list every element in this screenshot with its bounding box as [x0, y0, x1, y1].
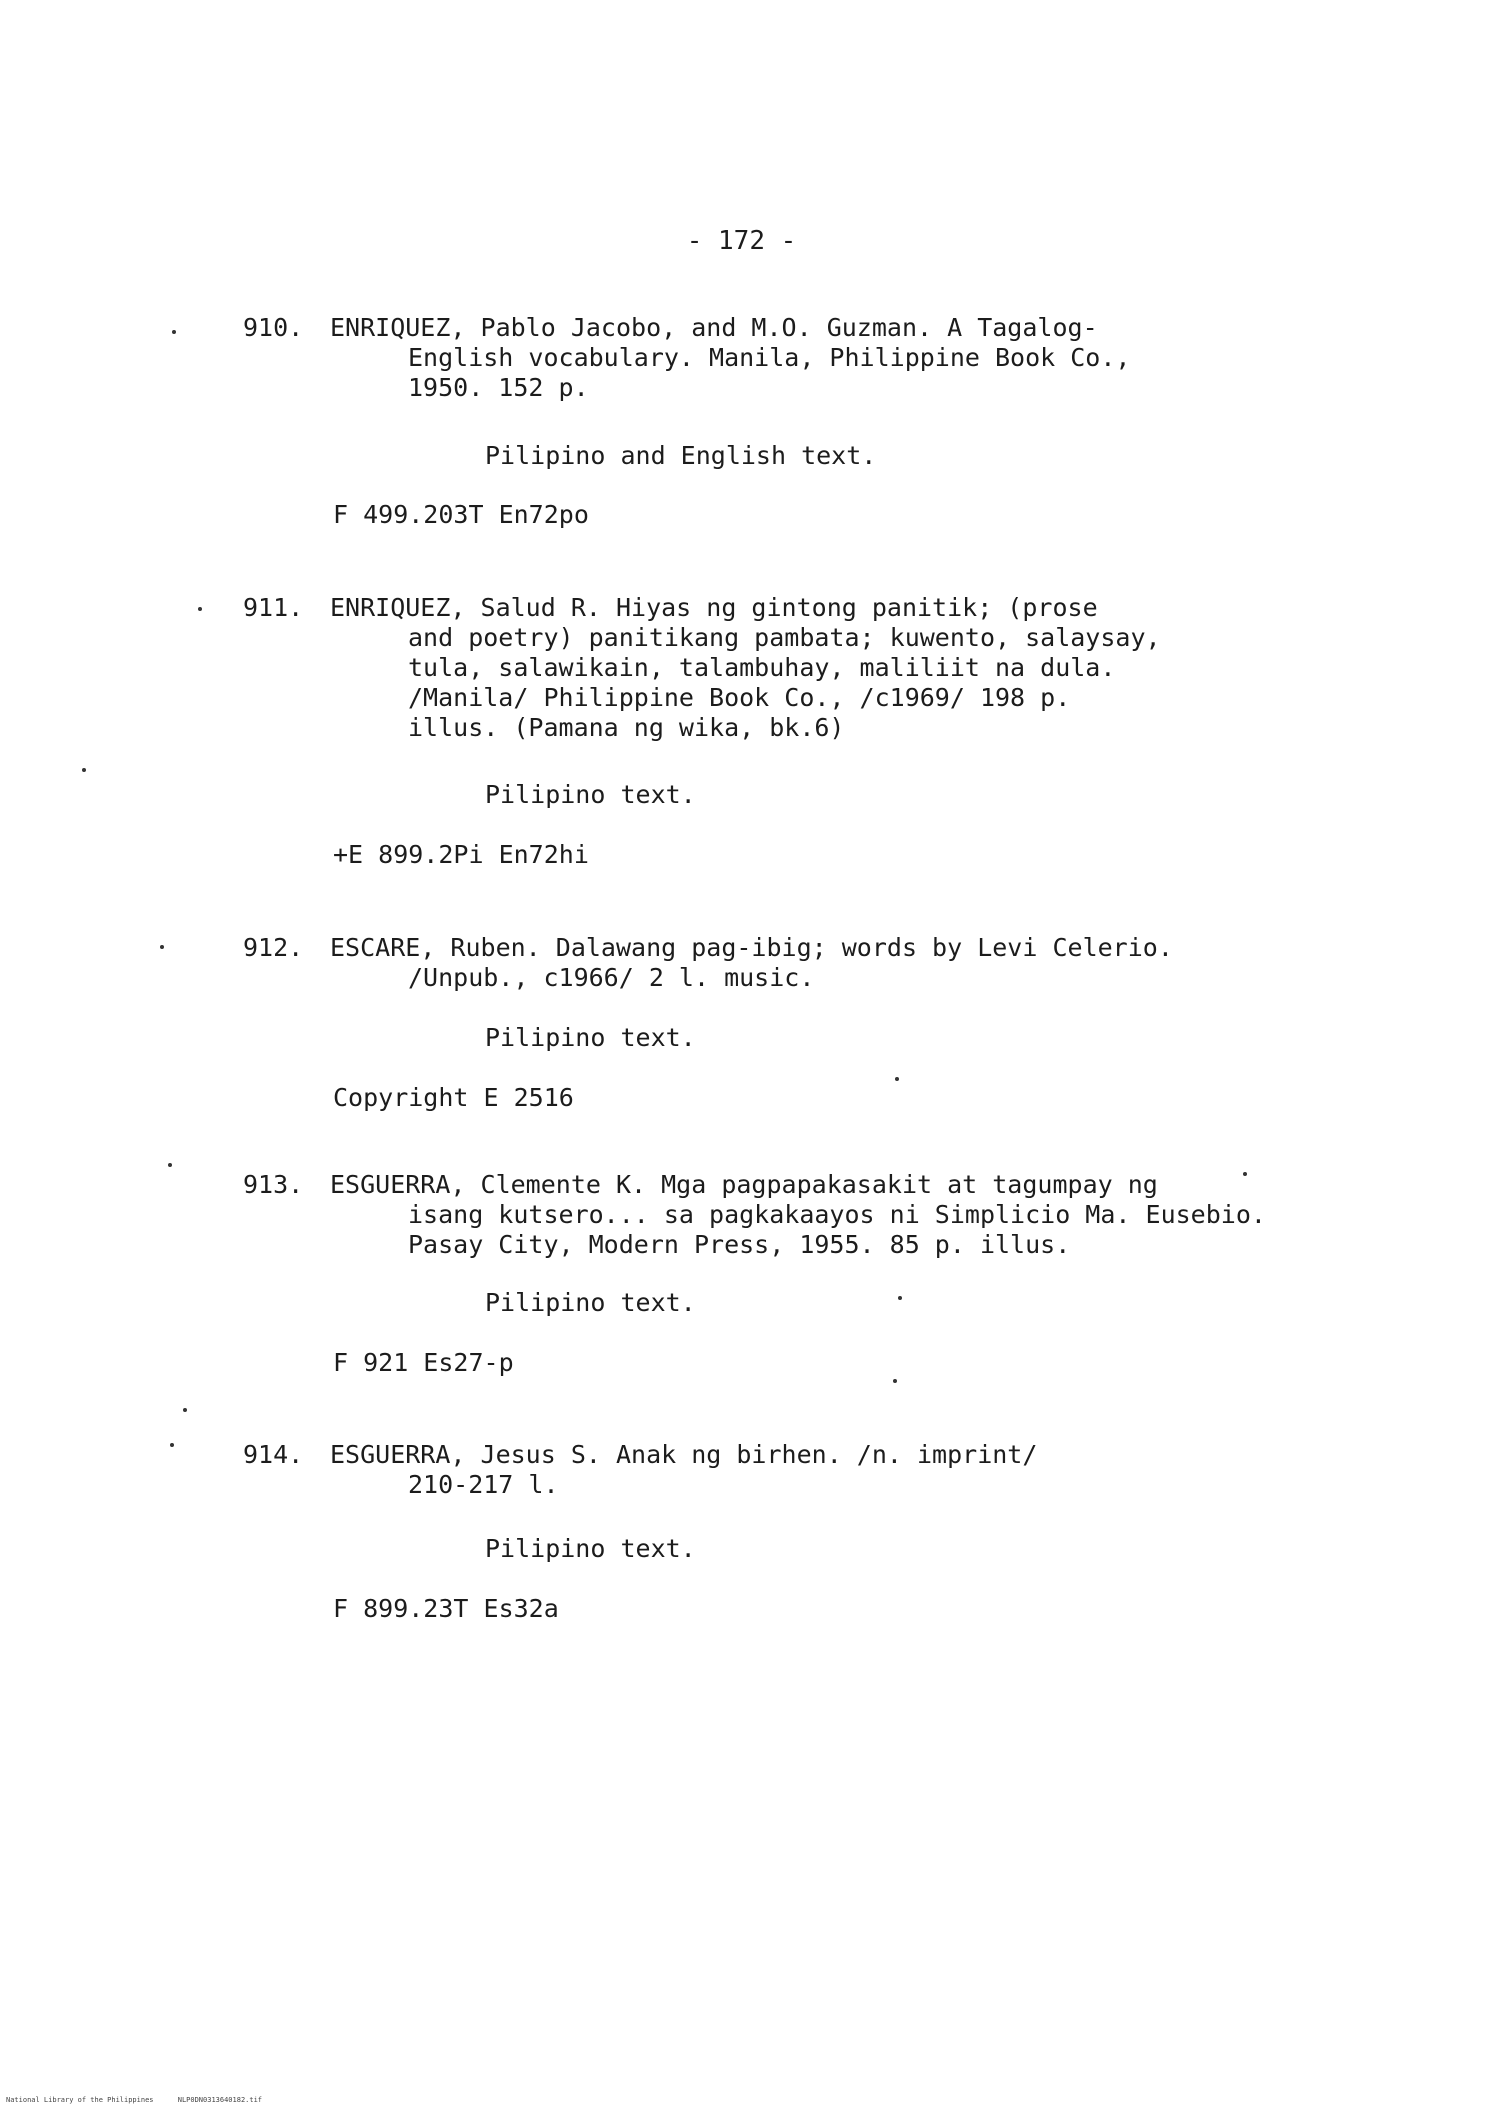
entry-citation — [330, 933, 1270, 993]
citation-line: isang kutsero... sa pagkakaayos ni Simplicio Ma. Eusebio. — [408, 1200, 1266, 1229]
scan-speck — [168, 1163, 172, 1167]
citation-line: ESCARE, Ruben. Dalawang pag-ibig; words by Levi Celerio. — [330, 933, 1173, 962]
language-note: Pilipino text. — [485, 1023, 696, 1052]
call-number: F 899.23T Es32a — [333, 1594, 559, 1623]
scan-speck — [172, 330, 176, 334]
language-note: Pilipino text. — [485, 780, 696, 809]
citation-line: /Unpub., c1966/ 2 l. music. — [408, 963, 815, 992]
entry-citation — [330, 593, 1270, 743]
scan-footer — [6, 2096, 282, 2104]
language-note: Pilipino text. — [485, 1534, 696, 1563]
citation-line: and poetry) panitikang pambata; kuwento, salaysay, — [408, 623, 1161, 652]
entry-number: 912. — [243, 933, 304, 962]
footer-institution: National Library of the Philippines — [6, 2096, 154, 2104]
call-number: Copyright E 2516 — [333, 1083, 574, 1112]
language-note: Pilipino and English text. — [485, 441, 877, 470]
scan-speck — [1243, 1172, 1247, 1176]
scan-speck — [183, 1408, 187, 1412]
entry-number: 913. — [243, 1170, 304, 1199]
citation-line: ENRIQUEZ, Pablo Jacobo, and M.O. Guzman. A Tagalog- — [330, 313, 1098, 342]
citation-line: English vocabulary. Manila, Philippine Book Co., — [408, 343, 1131, 372]
citation-line: 210-217 l. — [408, 1470, 559, 1499]
citation-line: Pasay City, Modern Press, 1955. 85 p. illus. — [408, 1230, 1071, 1259]
entry-number: 910. — [243, 313, 304, 342]
scan-speck — [893, 1379, 897, 1383]
citation-line: 1950. 152 p. — [408, 373, 589, 402]
call-number: +E 899.2Pi En72hi — [333, 840, 589, 869]
scan-speck — [198, 607, 202, 611]
call-number: F 921 Es27-p — [333, 1348, 514, 1377]
citation-line: ESGUERRA, Jesus S. Anak ng birhen. /n. imprint/ — [330, 1440, 1038, 1469]
citation-line: illus. (Pamana ng wika, bk.6) — [408, 713, 845, 742]
citation-line: tula, salawikain, talambuhay, maliliit na dula. — [408, 653, 1116, 682]
citation-line: /Manila/ Philippine Book Co., /c1969/ 198 p. — [408, 683, 1071, 712]
scan-speck — [170, 1443, 174, 1447]
language-note: Pilipino text. — [485, 1288, 696, 1317]
citation-line: ENRIQUEZ, Salud R. Hiyas ng gintong panitik; (prose — [330, 593, 1098, 622]
entry-number: 914. — [243, 1440, 304, 1469]
entry-citation — [330, 313, 1270, 403]
scan-speck — [160, 945, 164, 949]
entry-number: 911. — [243, 593, 304, 622]
footer-file: NLP0DN0313640182.tif — [177, 2096, 263, 2104]
scan-speck — [895, 1077, 899, 1081]
call-number: F 499.203T En72po — [333, 500, 589, 529]
scan-speck — [898, 1296, 902, 1300]
entry-citation — [330, 1170, 1270, 1260]
citation-line: ESGUERRA, Clemente K. Mga pagpapakasakit at tagumpay ng — [330, 1170, 1158, 1199]
entry-citation — [330, 1440, 1270, 1500]
scan-speck — [82, 768, 86, 772]
page-number: - 172 - — [686, 226, 797, 256]
